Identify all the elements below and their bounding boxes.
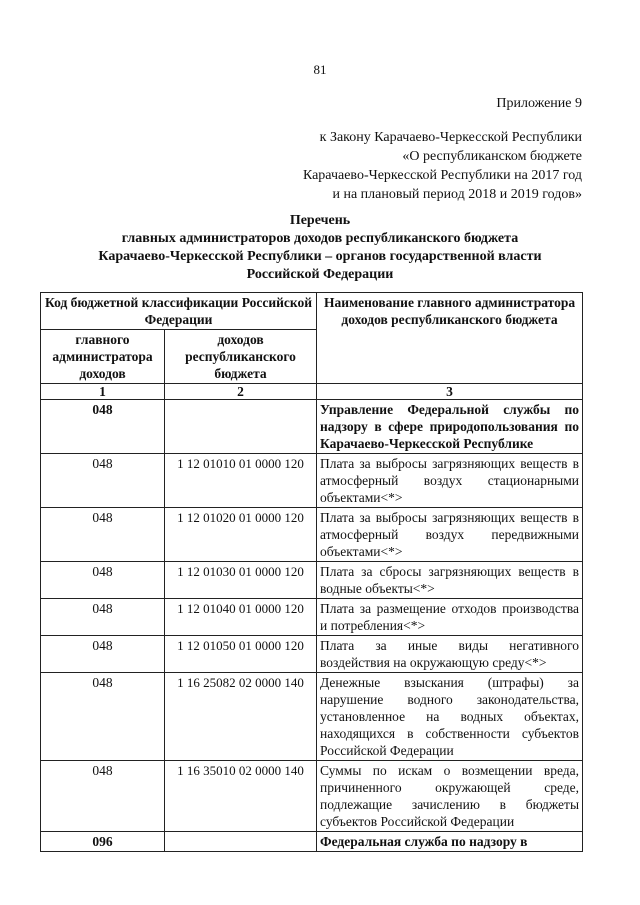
revenue-code-cell: 1 12 01020 01 0000 120 <box>165 508 317 562</box>
admin-code-cell: 048 <box>41 508 165 562</box>
name-cell: Плата за сбросы загрязняющих веществ в водные объекты<*> <box>317 562 583 599</box>
admin-code-cell: 096 <box>41 832 165 852</box>
revenue-code-cell: 1 16 25082 02 0000 140 <box>165 673 317 761</box>
revenue-code-cell: 1 12 01050 01 0000 120 <box>165 636 317 673</box>
table-row <box>41 562 583 599</box>
list-title-line: Российской Федерации <box>246 267 394 282</box>
admin-code-cell: 048 <box>41 562 165 599</box>
appendix-label: Приложение 9 <box>496 96 582 111</box>
law-reference-line: и на плановый период 2018 и 2019 годов» <box>332 187 582 202</box>
table-row <box>41 454 583 508</box>
name-cell: Плата за выбросы загрязняющих веществ в атмосферный воздух передвижными объектами<*> <box>317 508 583 562</box>
table-row <box>41 673 583 761</box>
table-row <box>41 400 583 454</box>
header-revenue-code: доходов республиканского бюджета <box>165 330 317 384</box>
table-row <box>41 832 583 852</box>
header-admin-code: главного администратора доходов <box>41 330 165 384</box>
name-cell: Федеральная служба по надзору в <box>317 832 583 852</box>
column-number: 1 <box>41 384 165 400</box>
column-number: 2 <box>165 384 317 400</box>
revenue-code-cell: 1 12 01030 01 0000 120 <box>165 562 317 599</box>
header-classification-code: Код бюджетной классификации Российской Федерации <box>41 293 317 330</box>
name-cell: Плата за выбросы загрязняющих веществ в атмосферный воздух стационарными объектами<*> <box>317 454 583 508</box>
law-reference-line: «О республиканском бюджете <box>402 149 582 164</box>
revenue-code-cell: 1 12 01010 01 0000 120 <box>165 454 317 508</box>
law-reference <box>303 128 582 204</box>
name-cell: Плата за иные виды негативного воздействия на окружающую среду<*> <box>317 636 583 673</box>
admin-code-cell: 048 <box>41 673 165 761</box>
name-cell: Суммы по искам о возмещении вреда, причиненного окружающей среде, подлежащие зачислению в бюджеты субъектов Российской Федерации <box>317 761 583 832</box>
revenue-code-cell <box>165 832 317 852</box>
revenue-code-cell: 1 12 01040 01 0000 120 <box>165 599 317 636</box>
revenue-code-cell <box>165 400 317 454</box>
admin-code-cell: 048 <box>41 599 165 636</box>
admin-code-cell: 048 <box>41 454 165 508</box>
table-row <box>41 599 583 636</box>
administrators-table <box>40 292 583 852</box>
law-reference-line: к Закону Карачаево-Черкесской Республики <box>319 130 582 145</box>
law-reference-line: Карачаево-Черкесской Республики на 2017 год <box>302 168 582 183</box>
table-row <box>41 636 583 673</box>
list-title <box>60 212 580 284</box>
table-row <box>41 508 583 562</box>
list-title-line: главных администраторов доходов республиканского бюджета <box>121 231 519 246</box>
page-number: 81 <box>313 62 327 77</box>
admin-code-cell: 048 <box>41 761 165 832</box>
name-cell: Управление Федеральной службы по надзору в сфере природопользования по Карачаево-Черкесской Республике <box>317 400 583 454</box>
revenue-code-cell: 1 16 35010 02 0000 140 <box>165 761 317 832</box>
name-cell: Денежные взыскания (штрафы) за нарушение водного законодательства, установленное на водных объектах, находящихся в собственности субъектов Российской Федерации <box>317 673 583 761</box>
table-row <box>41 761 583 832</box>
header-administrator-name: Наименование главного администратора доходов республиканского бюджета <box>317 293 583 384</box>
admin-code-cell: 048 <box>41 400 165 454</box>
list-title-line: Карачаево-Черкесской Республики – органов государственной власти <box>98 249 542 264</box>
list-title-line: Перечень <box>289 213 351 228</box>
name-cell: Плата за размещение отходов производства и потребления<*> <box>317 599 583 636</box>
column-number: 3 <box>317 384 583 400</box>
admin-code-cell: 048 <box>41 636 165 673</box>
